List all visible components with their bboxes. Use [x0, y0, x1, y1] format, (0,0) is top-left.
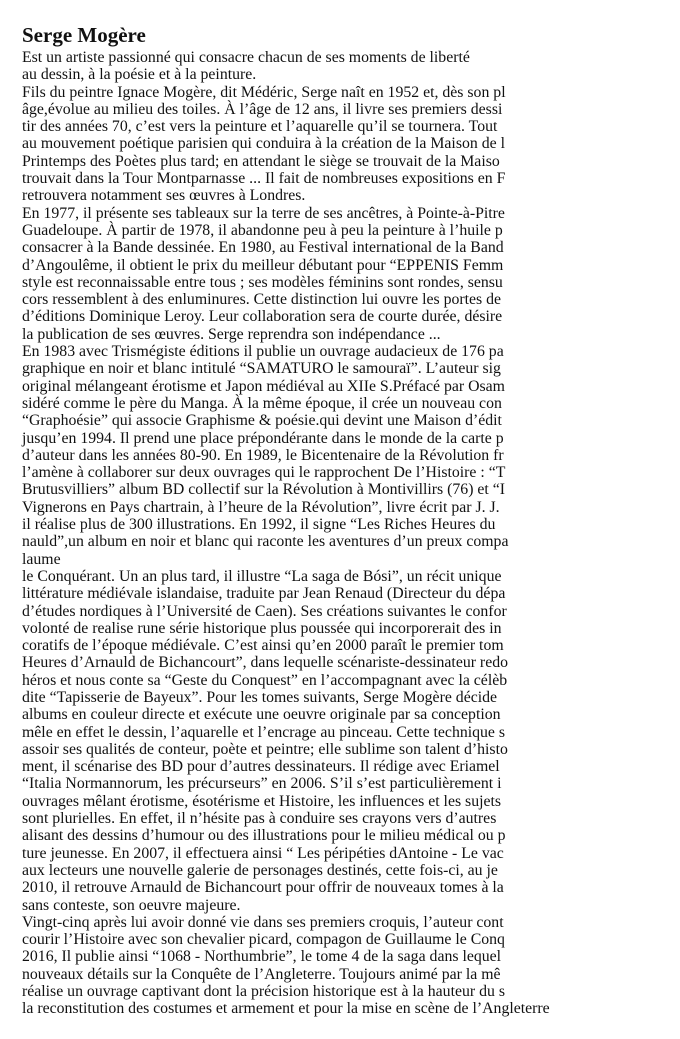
text-line: âge,évolue au milieu des toiles. À l’âge de 12 ans, il livre ses premiers dessi	[22, 100, 503, 118]
text-line: Printemps des Poètes plus tard; en attendant le siège se trouvait de la Maiso	[22, 152, 500, 170]
text-line: ouvrages mêlant érotisme, ésotérisme et Histoire, les influences et les sujets	[22, 792, 502, 810]
text-line: aux lecteurs une nouvelle galerie de personages destinés, cette fois-ci, au je	[22, 861, 498, 879]
text-line: cors ressemblent à des enluminures. Cette distinction lui ouvre les portes de	[22, 291, 502, 309]
text-line: réalise un ouvrage captivant dont la précision historique est à la hauteur du s	[22, 983, 505, 1001]
text-line: laume	[22, 550, 61, 568]
text-line: original mélangeant érotisme et Japon médiéval au XIIe S.Préfacé par Osam	[22, 377, 505, 395]
text-line: Vignerons en Pays chartrain, à l’heure de la Révolution”, livre écrit par J. J.	[22, 498, 500, 516]
text-line: mêle en effet le dessin, l’aquarelle et l’encrage au pinceau. Cette technique s	[22, 723, 506, 741]
text-line: nauld”,un album en noir et blanc qui raconte les aventures d’un preux compa	[22, 533, 509, 551]
page-title: Serge Mogère	[22, 23, 146, 47]
text-line: la reconstitution des costumes et armement et pour la mise en scène de l’Angleterre	[22, 1000, 550, 1018]
text-line: ment, il scénarise des BD pour d’autres dessinateurs. Il rédige avec Eriamel	[22, 758, 500, 776]
text-line: nouveaux détails sur la Conquête de l’Angleterre. Toujours animé par la mê	[22, 965, 501, 983]
text-line: d’Angoulême, il obtient le prix du meilleur débutant pour “EPPENIS Femm	[22, 256, 504, 274]
text-line: En 1977, il présente ses tableaux sur la terre de ses ancêtres, à Pointe-à-Pitre	[22, 204, 505, 222]
text-line: style est reconnaissable entre tous ; ses modèles féminins sont rondes, sensu	[22, 273, 503, 291]
text-line: Guadeloupe. À partir de 1978, il abandonne peu à peu la peinture à l’huile p	[22, 221, 503, 239]
text-line: Brutusvilliers” album BD collectif sur la Révolution à Montivillirs (76) et “I	[22, 481, 506, 499]
text-line: littérature médiévale islandaise, traduite par Jean Renaud (Directeur du dépa	[22, 585, 506, 603]
text-line: Vingt-cinq après lui avoir donné vie dans ses premiers croquis, l’auteur cont	[22, 913, 504, 931]
text-line: au dessin, à la poésie et à la peinture.	[22, 66, 257, 84]
text-line: courir l’Histoire avec son chevalier picard, compagon de Guillaume le Conq	[22, 931, 505, 949]
text-line: assoir ses qualités de conteur, poète et peintre; elle sublime son talent d’histo	[22, 740, 508, 758]
text-line: d’études nordiques à l’Université de Caen). Ses créations suivantes le confor	[22, 602, 507, 620]
text-line: volonté de realise rune série historique plus poussée qui incorporerait des in	[22, 619, 502, 637]
text-line: Heures d’Arnauld de Bichancourt”, dans lequelle scénariste-dessinateur redo	[22, 654, 509, 672]
text-line: il réalise plus de 300 illustrations. En 1992, il signe “Les Riches Heures du	[22, 516, 496, 534]
text-line: ture jeunesse. En 2007, il effectuera ainsi “ Les péripéties dAntoine - Le vac	[22, 844, 504, 862]
text-line: sont plurielles. En effet, il n’hésite pas à conduire ses crayons vers d’autres	[22, 810, 497, 828]
text-line: le Conquérant. Un an plus tard, il illustre “La saga de Bósi”, un récit unique	[22, 567, 502, 585]
text-line: héros et nous conte sa “Geste du Conquest” en l’accompagnant avec la célèb	[22, 671, 508, 689]
text-line: trouvait dans la Tour Montparnasse ... Il fait de nombreuses expositions en F	[22, 170, 506, 188]
text-line: sans conteste, son oeuvre majeure.	[22, 896, 241, 914]
text-line: d’auteur dans les années 80-90. En 1989, le Bicentenaire de la Révolution fr	[22, 446, 504, 464]
text-line: au mouvement poétique parisien qui conduira à la création de la Maison de l	[22, 135, 505, 153]
text-line: Fils du peintre Ignace Mogère, dit Médéric, Serge naît en 1952 et, dès son pl	[22, 83, 506, 101]
text-line: tir des années 70, c’est vers la peinture et l’aquarelle qu’il se tournera. Tout	[22, 118, 498, 136]
text-line: albums en couleur directe et exécute une oeuvre originale par sa conception	[22, 706, 501, 724]
text-line: retrouvera notamment ses œuvres à Londres.	[22, 187, 306, 205]
text-line: Est un artiste passionné qui consacre chacun de ses moments de liberté	[22, 49, 470, 66]
text-line: “Graphoésie” qui associe Graphisme & poésie.qui devint une Maison d’édit	[22, 412, 502, 430]
text-line: consacrer à la Bande dessinée. En 1980, au Festival international de la Band	[22, 239, 504, 257]
text-line: jusqu’en 1994. Il prend une place prépondérante dans le monde de la carte p	[22, 429, 504, 447]
text-line: graphique en noir et blanc intitulé “SAMATURO le samouraï”. L’auteur sig	[22, 360, 501, 378]
text-line: En 1983 avec Trismégiste éditions il publie un ouvrage audacieux de 176 pa	[22, 343, 504, 361]
text-line: l’amène à collaborer sur deux ouvrages qui le rapprochent De l’Histoire : “T	[22, 464, 506, 482]
text-line: sidéré comme le père du Manga. À la même époque, il crée un nouveau con	[22, 394, 502, 412]
text-line: “Italia Normannorum, les précurseurs” en 2006. S’il s’est particulièrement i	[22, 775, 502, 793]
text-line: dite “Tapisserie de Bayeux”. Pour les tomes suivants, Serge Mogère décide	[22, 688, 498, 706]
text-line: la publication de ses œuvres. Serge reprendra son indépendance ...	[22, 325, 441, 343]
text-line: coratifs de l’époque médiévale. C’est ainsi qu’en 2000 paraît le premier tom	[22, 637, 504, 655]
text-line: d’éditions Dominique Leroy. Leur collaboration sera de courte durée, désire	[22, 308, 503, 326]
text-line: alisant des dessins d’humour ou des illustrations pour le milieu médical ou p	[22, 827, 506, 845]
text-line: 2016, Il publie ainsi “1068 - Northumbrie”, le tome 4 de la saga dans lequel	[22, 948, 502, 966]
text-line: 2010, il retrouve Arnauld de Bichancourt pour offrir de nouveaux tomes à la	[22, 879, 504, 897]
biography-text	[22, 49, 550, 1018]
